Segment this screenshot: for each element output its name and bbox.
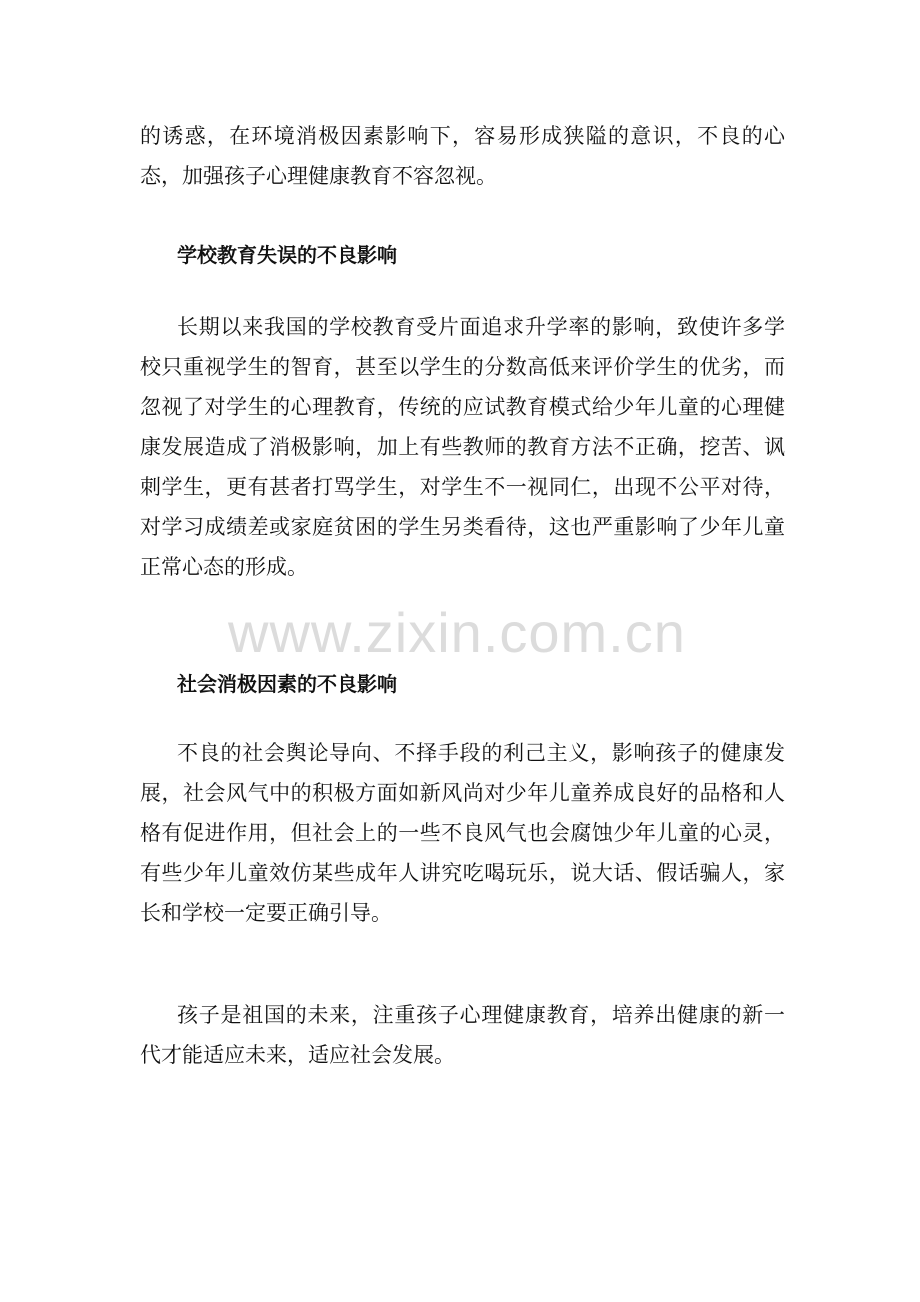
paragraph-social-factors-text: 不良的社会舆论导向、不择手段的利己主义，影响孩子的健康发展，社会风气中的积极方面如新风尚对少年儿童养成良好的品格和人格有促进作用，但社会上的一些不良风气也会腐蚀少年儿童的心灵，有些少年儿童效仿某些成年人讲究吃喝玩乐，说大话、假话骗人，家长和学校一定要正确引导。 xyxy=(140,741,785,925)
intro-paragraph-text: 的诱惑，在环境消极因素影响下，容易形成狭隘的意识，不良的心态，加强孩子心理健康教育不容忽视。 xyxy=(140,124,785,188)
intro-paragraph xyxy=(140,116,785,196)
section-heading-school-education: 学校教育失误的不良影响 xyxy=(177,243,397,267)
paragraph-school-education-text: 长期以来我国的学校教育受片面追求升学率的影响，致使许多学校只重视学生的智育，甚至以学生的分数高低来评价学生的优劣，而忽视了对学生的心理教育，传统的应试教育模式给少年儿童的心理健康发展造成了消极影响，加上有些教师的教育方法不正确，挖苦、讽刺学生，更有甚者打骂学生，对学生不一视同仁，出现不公平对待，对学习成绩差或家庭贫困的学生另类看待，这也严重影响了少年儿童正常心态的形成。 xyxy=(140,315,785,579)
paragraph-school-education xyxy=(140,307,785,587)
watermark: www.zixin.com.cn xyxy=(228,601,686,664)
closing-paragraph xyxy=(140,995,785,1075)
paragraph-social-factors xyxy=(140,733,785,933)
section-heading-social-factors: 社会消极因素的不良影响 xyxy=(177,672,397,696)
closing-paragraph-text: 孩子是祖国的未来，注重孩子心理健康教育，培养出健康的新一代才能适应未来，适应社会发展。 xyxy=(140,1003,785,1067)
